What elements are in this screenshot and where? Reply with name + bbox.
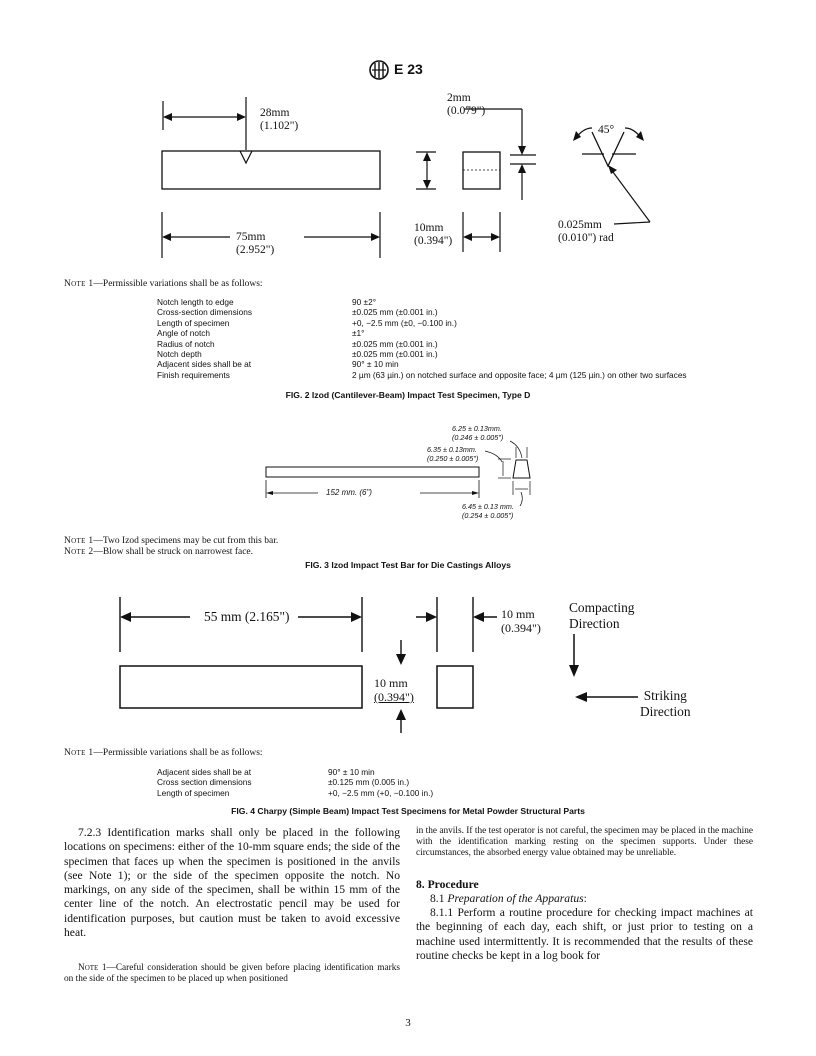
left-column-note	[64, 963, 400, 985]
tolerance-label: Finish requirements	[157, 369, 230, 380]
tolerance-label: Adjacent sides shall be at	[157, 767, 252, 777]
page-number: 3	[405, 1017, 411, 1029]
section-7-2-3-text: 7.2.3 Identification marks shall only be placed in the following locations on specimens: either of the 10-mm square ends; the side of the specimen that faces up when the specimen is positioned in the anvils (see Note 1); or the side of the specimen opposite the notch. No markings, on any side of the specimen, shall be within 15 mm of the center line of the notch. An electrostatic pencil may be used for identification purposes, but caution must be taken to avoid excessive heat.	[64, 826, 400, 940]
tolerance-label: Cross-section dimensions	[157, 307, 252, 318]
fig4-dim-55mm: 55 mm (2.165")	[204, 609, 290, 624]
fig4-dim-10mm-width	[501, 608, 541, 635]
fig4-dim-10mm-height-inches: (0.394")	[374, 690, 414, 704]
fig2-radius-inches: (0.010") rad	[558, 232, 614, 244]
tolerance-value: ±0.025 mm (±0.001 in.)	[352, 338, 438, 349]
tolerance-value: 90 ±2°	[352, 297, 377, 307]
fig3-dim-635-inches: (0.250 ± 0.005")	[427, 453, 479, 463]
fig3-caption: FIG. 3 Izod Impact Test Bar for Die Castings Alloys	[305, 560, 511, 570]
fig3-note-1-prefix: Note 1	[64, 536, 94, 546]
subsection-heading	[430, 892, 587, 905]
fig4-tolerance-values	[328, 767, 628, 798]
tolerance-value: +0, −2.5 mm (+0, −0.100 in.)	[328, 787, 434, 798]
fig4-compacting-direction	[569, 600, 634, 631]
right-column-note-continued	[416, 826, 753, 860]
fig4-compacting-label: Compacting	[569, 600, 635, 615]
tolerance-value: ±0.025 mm (±0.001 in.)	[352, 349, 438, 360]
fig2-radius-value: 0.025mm	[558, 219, 602, 231]
tolerance-value: +0, −2.5 mm (±0, −0.100 in.)	[352, 317, 457, 328]
left-column-paragraph	[64, 826, 400, 940]
fig2-dim-28mm-inches: (1.102")	[260, 120, 299, 132]
fig2-angle: 45°	[598, 124, 615, 136]
tolerance-value: ±1°	[352, 328, 365, 339]
fig3-note-2-text: —Blow shall be struck on narrowest face.	[93, 547, 254, 557]
fig2-note-prefix: Note 1	[64, 279, 94, 289]
fig3-dim-645-value: 6.45 ± 0.13 mm.	[462, 502, 514, 511]
tolerance-label: Cross section dimensions	[157, 777, 252, 788]
tolerance-value: ±0.025 mm (±0.001 in.)	[352, 307, 438, 318]
tolerance-label: Notch depth	[157, 349, 202, 360]
fig3-note-2-prefix: Note 2	[64, 547, 94, 557]
tolerance-value: 90° ± 10 min	[328, 767, 375, 777]
fig2-dim-75mm-value: 75mm	[236, 231, 266, 243]
section-heading: 8. Procedure	[416, 878, 479, 891]
fig4-dim-10mm-height-value: 10 mm	[374, 676, 408, 690]
fig2-dim-75mm-inches: (2.952")	[236, 244, 275, 256]
fig4-dim-10mm-width-inches: (0.394")	[501, 620, 541, 635]
fig3-note-1-text: —Two Izod specimens may be cut from this bar.	[93, 536, 279, 546]
tolerance-label: Angle of notch	[157, 328, 211, 339]
fig3-dim-152: 152 mm. (6")	[326, 488, 372, 497]
tolerance-value: 90° ± 10 min	[352, 359, 399, 370]
section-8-1-1-text: 8.1.1 Perform a routine procedure for checking impact machines at the beginning of each day, each shift, or just prior to testing on a machine used intermittently. It is recommended that the results of these routine checks be kept in a log book for	[416, 906, 753, 962]
fig3-dim-625-inches: (0.246 ± 0.005")	[452, 432, 504, 442]
fig4-note	[64, 748, 263, 758]
fig3-dim-635-value: 6.35 ± 0.13mm.	[427, 445, 477, 454]
right-note-continued-text: in the anvils. If the test operator is not careful, the specimen may be placed in the machine with the identification marking resting on the specimen supports. Under these circumstances, the absorbed energy value obtained may be unreliable.	[416, 826, 753, 859]
fig4-note-prefix: Note 1	[64, 748, 94, 758]
left-note-prefix: Note 1	[78, 963, 107, 973]
fig2-dim-10mm-value: 10mm	[414, 222, 444, 234]
subsection-colon: :	[583, 892, 587, 905]
tolerance-label: Notch length to edge	[157, 297, 234, 307]
tolerance-value: 2 µm (63 µin.) on notched surface and opposite face; 4 µm (125 µin.) on other two surfaces	[352, 369, 687, 380]
fig3-dim-625-value: 6.25 ± 0.13mm.	[452, 424, 502, 433]
fig2-caption: FIG. 2 Izod (Cantilever-Beam) Impact Test Specimen, Type D	[285, 390, 531, 400]
fig4-note-text: —Permissible variations shall be as follows:	[93, 748, 263, 758]
fig2-note-text: —Permissible variations shall be as follows:	[93, 279, 263, 289]
left-note-text: —Careful consideration should be given before placing identification marks on the side of the specimen to be placed up when positioned	[64, 963, 401, 985]
fig4-tolerance-labels	[157, 767, 317, 798]
tolerance-value: ±0.125 mm (0.005 in.)	[328, 777, 410, 788]
fig4-compacting-direction-label: Direction	[569, 615, 620, 631]
fig4-striking-label: Striking	[643, 688, 687, 703]
fig3-dim-645-inches: (0.254 ± 0.005")	[462, 510, 514, 520]
subsection-title: Preparation of the Apparatus	[447, 892, 584, 905]
fig4-caption: FIG. 4 Charpy (Simple Beam) Impact Test Specimens for Metal Powder Structural Parts	[231, 806, 585, 816]
fig4-striking-direction	[640, 688, 691, 720]
subsection-number: 8.1	[430, 892, 445, 905]
tolerance-label: Adjacent sides shall be at	[157, 359, 252, 370]
tolerance-label: Radius of notch	[157, 338, 215, 349]
right-column-paragraph	[416, 906, 753, 963]
fig2-dim-2mm-value: 2mm	[447, 92, 471, 104]
fig2-dim-28mm-value: 28mm	[260, 107, 290, 119]
fig2-dim-2mm-inches: (0.079")	[447, 105, 486, 117]
fig2-dim-10mm-inches: (0.394")	[414, 235, 453, 247]
fig4-dim-10mm-width-value: 10 mm	[501, 607, 535, 621]
tolerance-label: Length of specimen	[157, 317, 230, 328]
tolerance-label: Length of specimen	[157, 787, 230, 798]
fig4-striking-direction-label: Direction	[640, 704, 691, 719]
document-designation: E 23	[394, 61, 423, 77]
fig4-dim-10mm-height	[374, 676, 414, 704]
